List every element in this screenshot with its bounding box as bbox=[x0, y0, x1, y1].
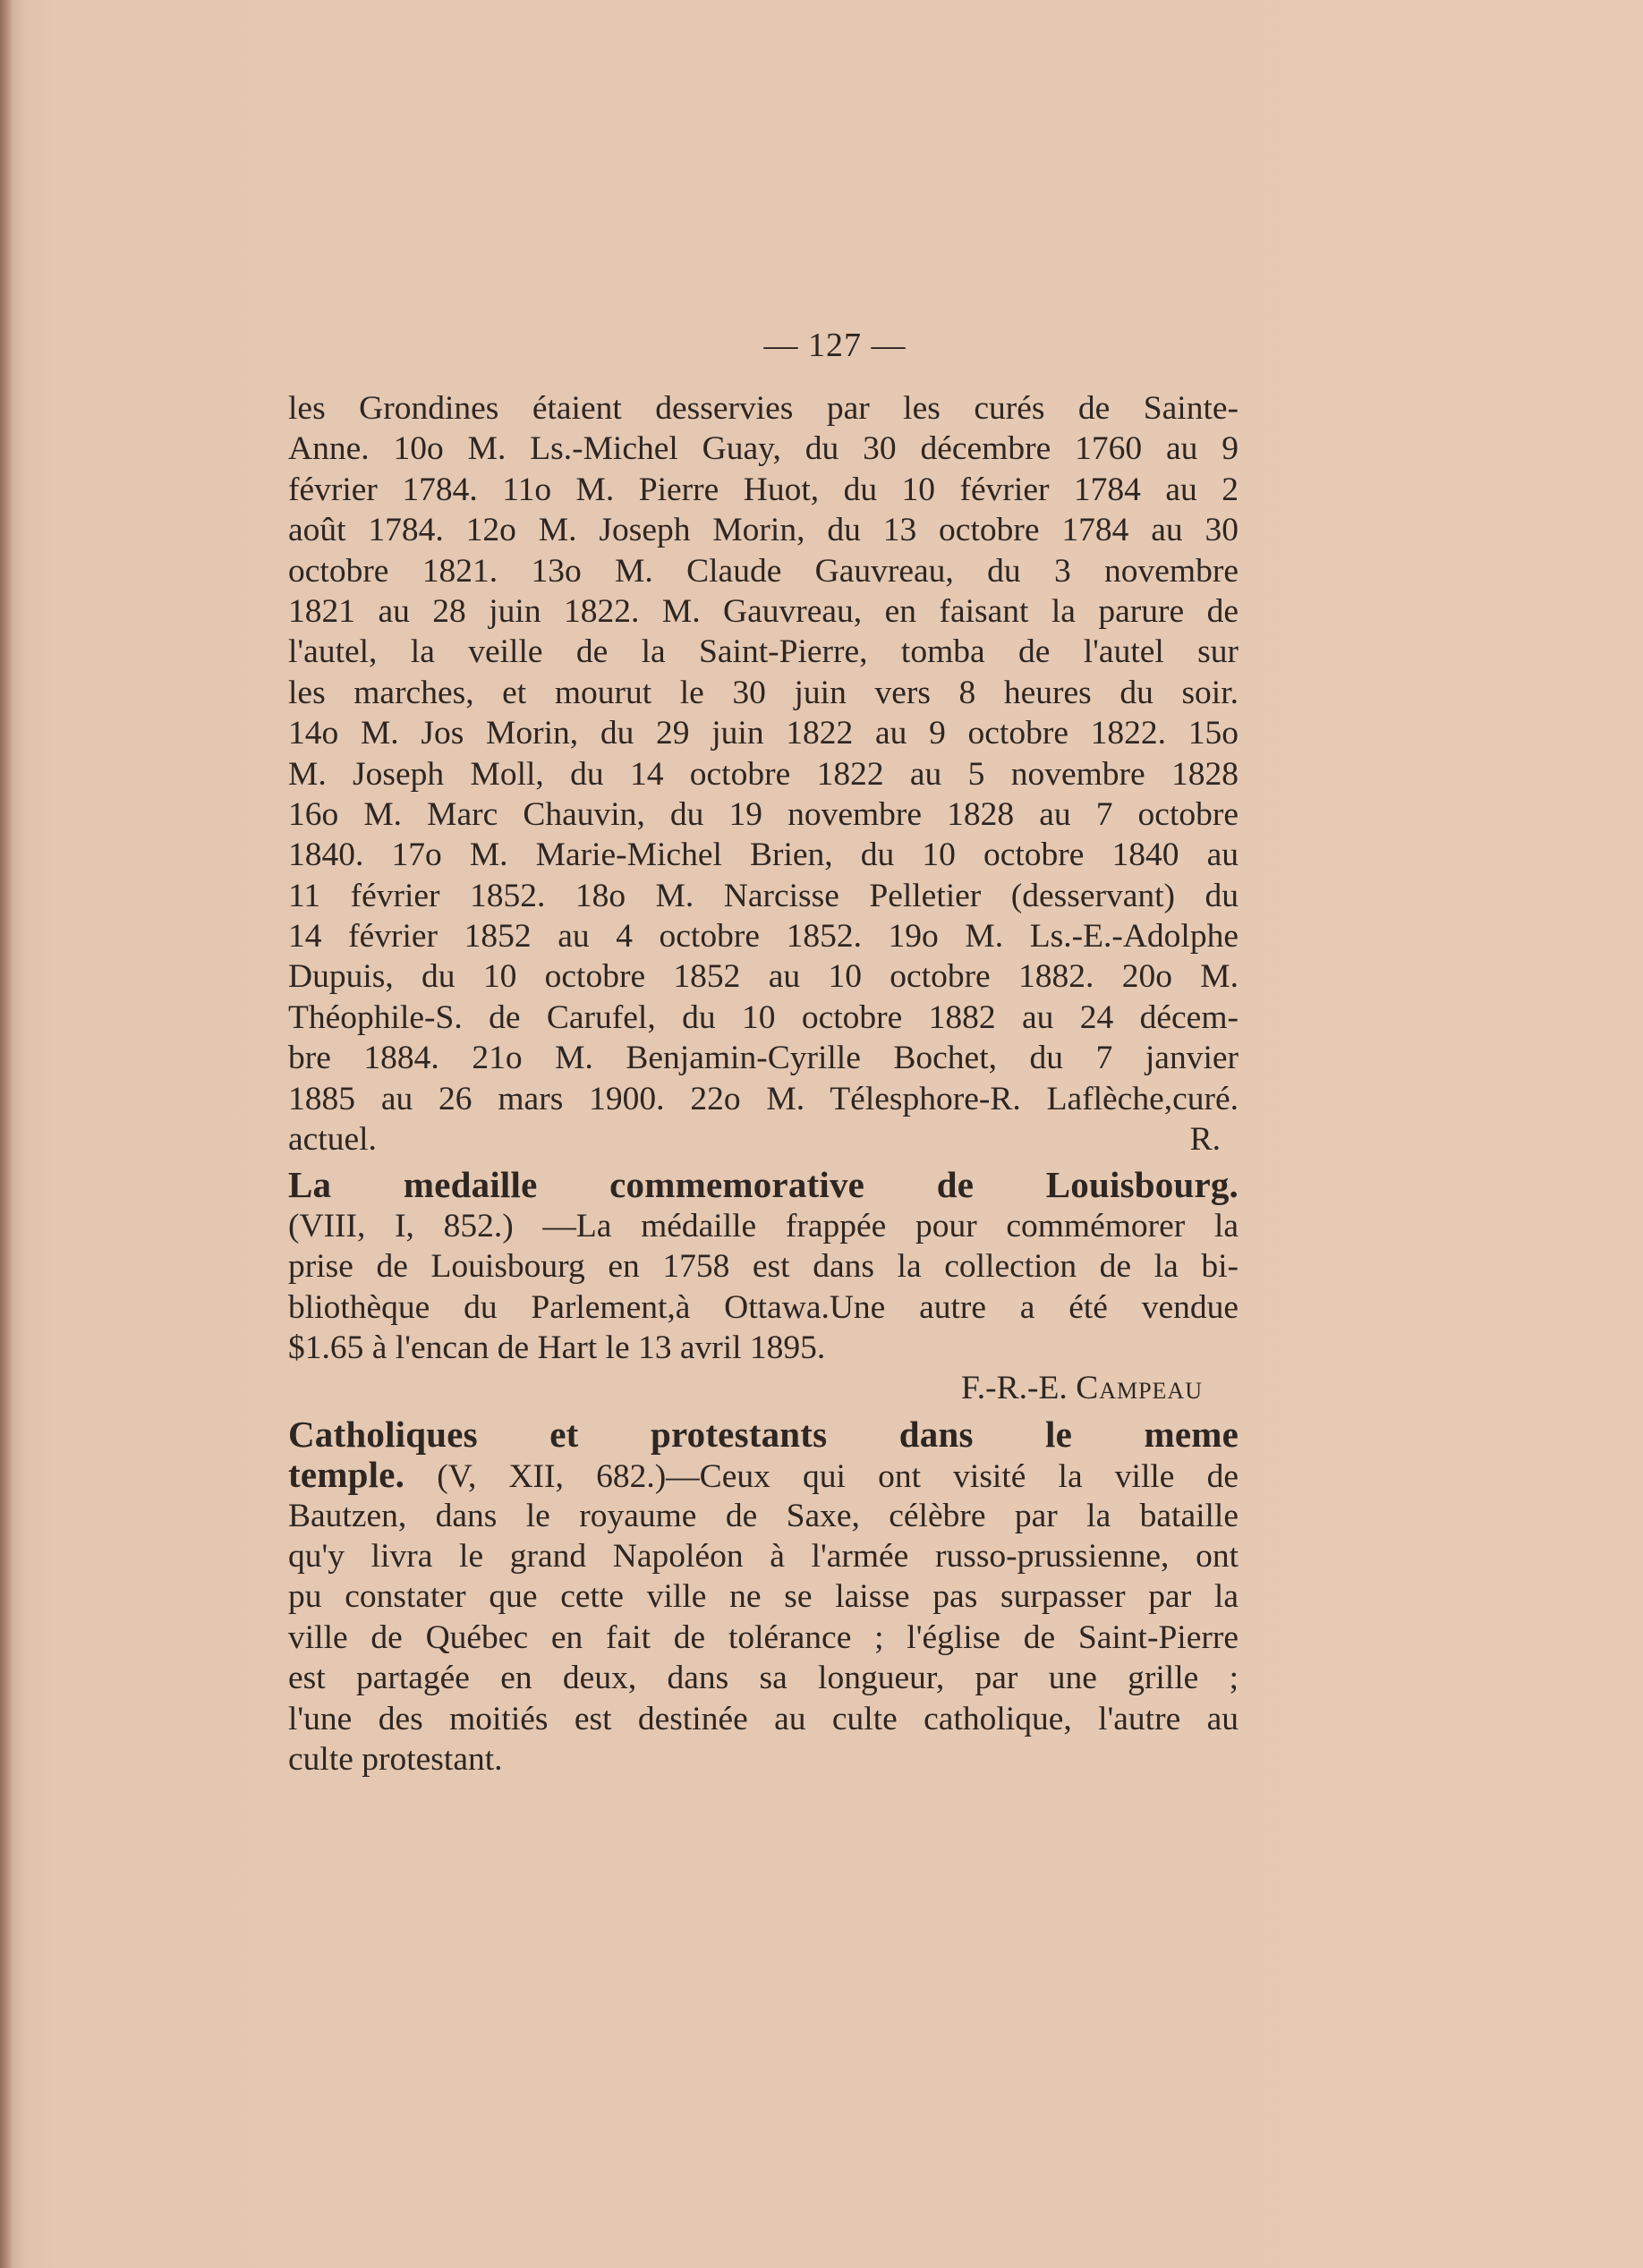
signature bbox=[288, 1368, 1239, 1408]
text-line: M. Joseph Moll, du 14 octobre 1822 au 5 novembre 1828 bbox=[288, 755, 1239, 793]
paragraph-1 bbox=[288, 388, 1239, 1159]
text-line: bliothèque du Parlement,à Ottawa.Une autre a été vendue bbox=[288, 1288, 1239, 1326]
signature: R. bbox=[1189, 1121, 1221, 1159]
signature-name: Campeau bbox=[1076, 1370, 1203, 1407]
text-line: 11 février 1852. 18o M. Narcisse Pelletier (desservant) du bbox=[288, 877, 1239, 914]
article-reference: (V, XII, 682.)—Ceux qui ont visité la ville de bbox=[404, 1458, 1239, 1496]
text-line: (VIII, I, 852.) —La médaille frappée pour commémorer la bbox=[288, 1207, 1239, 1244]
text-line: pu constater que cette ville ne se laisse pas surpasser par la bbox=[288, 1578, 1239, 1616]
text-line: qu'y livra le grand Napoléon à l'armée russo-prussienne, ont bbox=[288, 1537, 1239, 1575]
text-line: 1885 au 26 mars 1900. 22o M. Télesphore-R. Laflèche,curé. bbox=[288, 1080, 1239, 1117]
text-line: 1840. 17o M. Marie-Michel Brien, du 10 octobre 1840 au bbox=[288, 837, 1239, 874]
text-line: $1.65 à l'encan de Hart le 13 avril 1895. bbox=[288, 1329, 826, 1366]
text-line: 14o M. Jos Morin, du 29 juin 1822 au 9 octobre 1822. 15o bbox=[288, 715, 1239, 752]
text-line: l'autel, la veille de la Saint-Pierre, tomba de l'autel sur bbox=[288, 633, 1239, 671]
article-louisbourg bbox=[288, 1165, 1239, 1408]
text-line: bre 1884. 21o M. Benjamin-Cyrille Bochet, du 7 janvier bbox=[288, 1040, 1239, 1077]
text-line: octobre 1821. 13o M. Claude Gauvreau, du 3 novembre bbox=[288, 552, 1239, 590]
text-block bbox=[288, 388, 1239, 1780]
text-line: août 1784. 12o M. Joseph Morin, du 13 octobre 1784 au 30 bbox=[288, 512, 1239, 549]
text-line: culte protestant. bbox=[288, 1740, 503, 1778]
text-line: les Grondines étaient desservies par les curés de Sainte- bbox=[288, 390, 1239, 427]
article-catholiques-protestants bbox=[288, 1414, 1239, 1780]
text-line: les marches, et mourut le 30 juin vers 8 heures du soir. bbox=[288, 674, 1239, 711]
text-line-with-signature bbox=[288, 1119, 1239, 1159]
text-line: Dupuis, du 10 octobre 1852 au 10 octobre 1882. 20o M. bbox=[288, 958, 1239, 996]
text-line: est partagée en deux, dans sa longueur, par une grille ; bbox=[288, 1660, 1239, 1697]
text-line bbox=[288, 1455, 1239, 1495]
text-line: prise de Louisbourg en 1758 est dans la collection de la bi- bbox=[288, 1248, 1239, 1286]
text-line: 16o M. Marc Chauvin, du 19 novembre 1828 au 7 octobre bbox=[288, 795, 1239, 833]
signature-initials: F.-R.-E. bbox=[960, 1370, 1068, 1407]
text-line: Bautzen, dans le royaume de Saxe, célèbre par la bataille bbox=[288, 1497, 1239, 1534]
text-line: Théophile-S. de Carufel, du 10 octobre 1882 au 24 décem- bbox=[288, 998, 1239, 1036]
text-line: 1821 au 28 juin 1822. M. Gauvreau, en faisant la parure de bbox=[288, 592, 1239, 630]
article-heading-end: temple. bbox=[288, 1454, 405, 1496]
text-line: février 1784. 11o M. Pierre Huot, du 10 février 1784 au 2 bbox=[288, 471, 1239, 508]
text-line: ville de Québec en fait de tolérance ; l'église de Saint-Pierre bbox=[288, 1618, 1239, 1656]
text-line-end: actuel. bbox=[288, 1121, 377, 1159]
page-number: — 127 — bbox=[763, 327, 907, 364]
text-line: l'une des moitiés est destinée au culte catholique, l'autre au bbox=[288, 1700, 1239, 1737]
text-line: Anne. 10o M. Ls.-Michel Guay, du 30 décembre 1760 au 9 bbox=[288, 430, 1239, 468]
article-heading: La medaille commemorative de Louisbourg. bbox=[288, 1164, 1239, 1206]
article-heading: Catholiques et protestants dans le meme bbox=[288, 1413, 1239, 1455]
text-line: 14 février 1852 au 4 octobre 1852. 19o M. Ls.-E.-Adolphe bbox=[288, 918, 1239, 956]
